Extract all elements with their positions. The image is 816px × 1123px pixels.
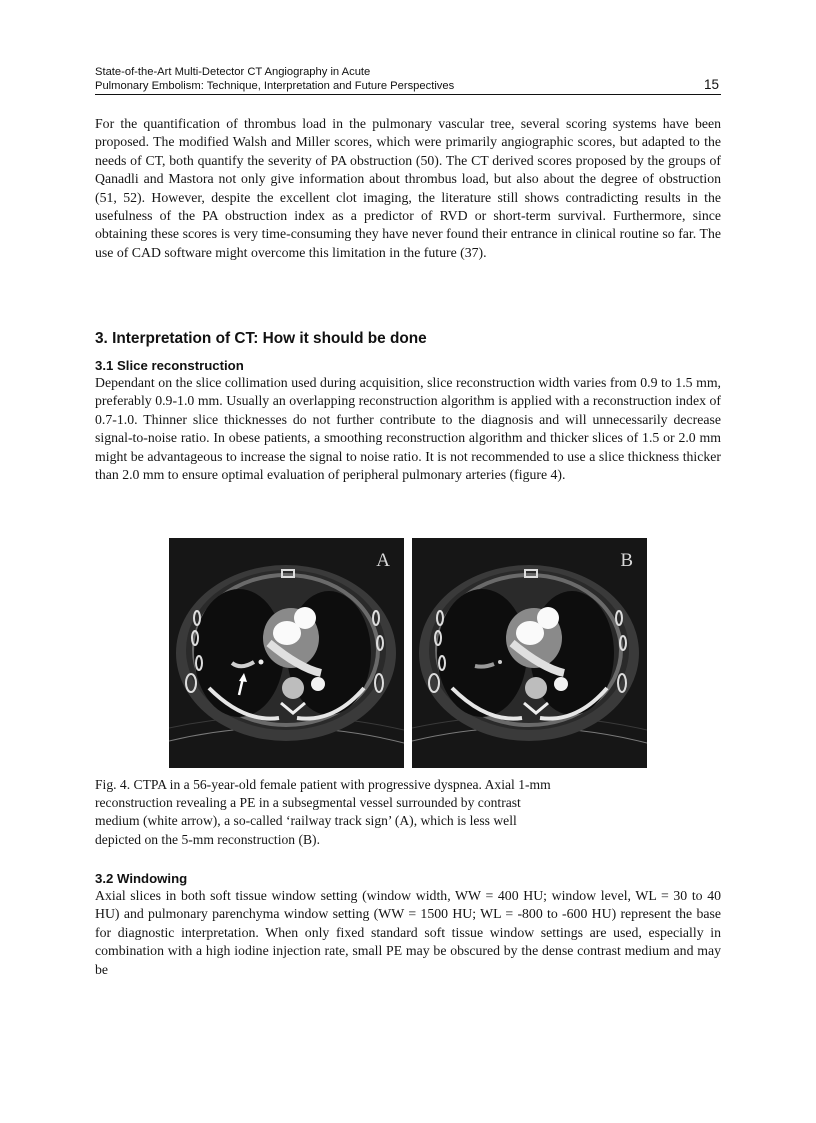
ct-image-panel-a	[169, 538, 404, 768]
slice-reconstruction-paragraph: Dependant on the slice collimation used during acquisition, slice reconstruction width varies from 0.9 to 1.5 mm, preferably 0.9-1.0 mm. Usually an overlapping reconstruction algorithm is applied with a reconstruction index of 0.7-1.0. Thinner slice thicknesses do not further contribute to the diagnosis and will unnecessarily decrease signal-to-noise ratio. In obese patients, a smoothing reconstruction algorithm and thicker slices of 1.5 or 2.0 mm might be advantageous to increase the signal to noise ratio. It is not recommended to use a slice thickness thicker than 2.0 mm to ensure optimal evaluation of peripheral pulmonary arteries (figure 4).	[95, 375, 721, 483]
section-3	[95, 330, 721, 348]
intro-section	[95, 115, 721, 262]
page-number: 15	[703, 77, 719, 92]
ct-image-panel-b	[412, 538, 647, 768]
subsection-heading: 3.1 Slice reconstruction	[95, 358, 244, 373]
running-title-line-1: State-of-the-Art Multi-Detector CT Angiography in Acute	[95, 66, 371, 78]
section-heading: 3. Interpretation of CT: How it should be done	[95, 330, 427, 347]
intro-paragraph: For the quantification of thrombus load in the pulmonary vascular tree, several scoring systems have been proposed. The modified Walsh and Miller scores, which were primarily angiographic scores, but adapted to the needs of CT, both quantify the severity of PA obstruction (50). The CT derived scores proposed by the groups of Qanadli and Mastora not only give information about thrombus load, but also about the degree of obstruction (51, 52). However, despite the excellent clot imaging, the literature still shows contradicting results in the usefulness of the PA obstruction index as a predictor of RVD or short-term survival. Furthermore, since obtaining these scores is very time-consuming they have never found their entrance in clinical routine so far. The use of CAD software might overcome this limitation in the future (37).	[95, 116, 721, 260]
figure-caption-block	[95, 776, 721, 849]
panel-label-a: A	[376, 550, 390, 571]
panel-label-b: B	[620, 550, 633, 571]
ct-scan-image	[412, 538, 647, 768]
running-title-line-2: Pulmonary Embolism: Technique, Interpretation and Future Perspectives	[95, 79, 455, 92]
figure-caption: Fig. 4. CTPA in a 56-year-old female patient with progressive dyspnea. Axial 1-mm reconstruction revealing a PE in a subsegmental vessel surrounded by contrast medium (white arrow), a so-called ‘railway track sign’ (A), which is less well depicted on the 5-mm reconstruction (B).	[95, 777, 551, 847]
running-header	[95, 66, 721, 95]
subsection-heading: 3.2 Windowing	[95, 871, 188, 886]
subsection-3-1	[95, 358, 721, 484]
subsection-3-2	[95, 871, 721, 979]
figure-4	[169, 538, 648, 768]
windowing-paragraph: Axial slices in both soft tissue window setting (window width, WW = 400 HU; window level, WL = 30 to 40 HU) and pulmonary parenchyma window setting (WW = 1500 HU; WL = -800 to -600 HU) represent the base for diagnostic interpretation. When only fixed standard soft tissue window settings are used, especially in combination with a high iodine injection rate, small PE may be obscured by the dense contrast medium and may be	[95, 888, 721, 977]
ct-scan-image	[169, 538, 404, 768]
